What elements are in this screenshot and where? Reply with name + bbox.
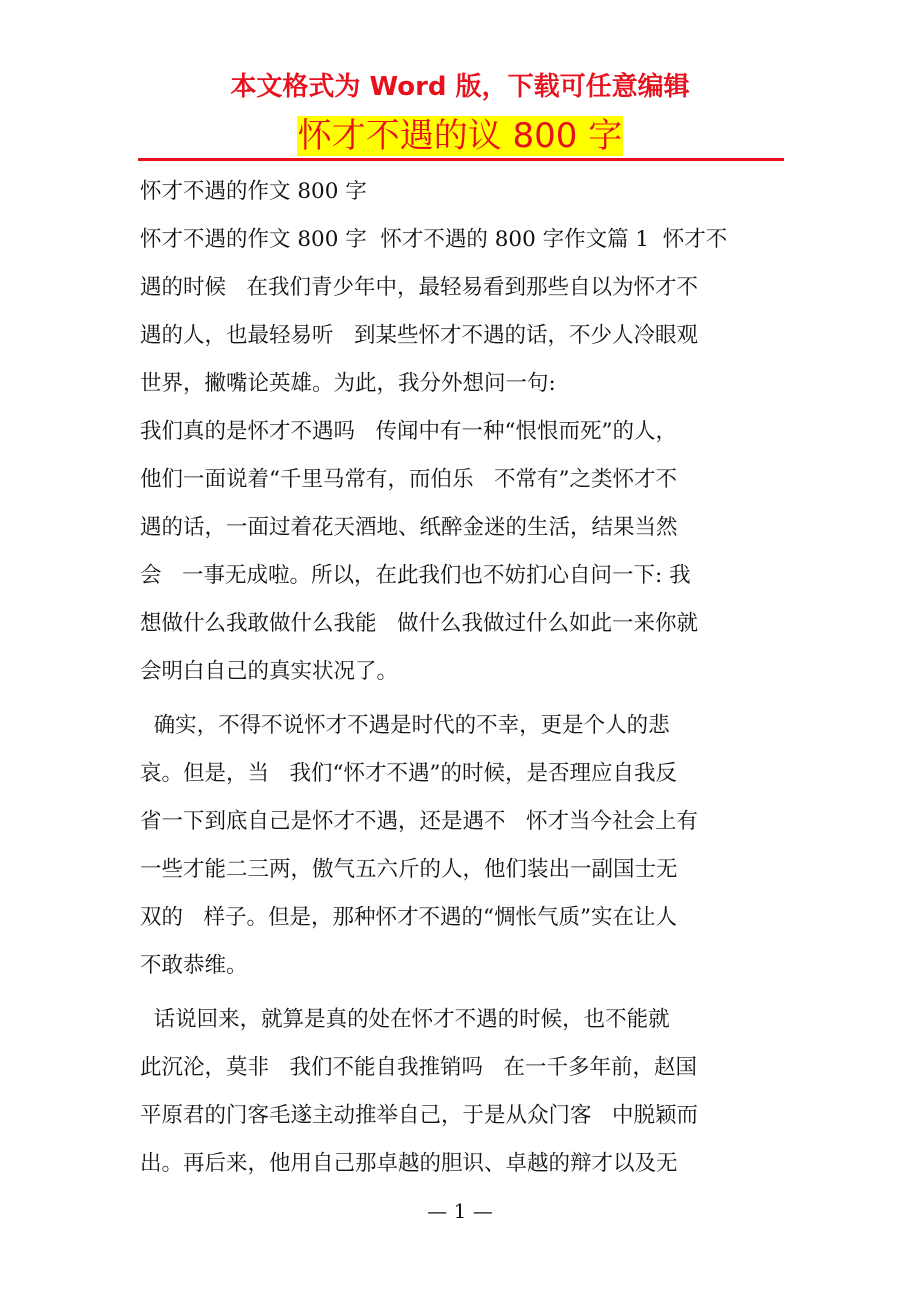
text-line: 双的 样子。但是，那种怀才不遇的“惆怅气质”实在让人 [140, 905, 677, 930]
document-title [0, 114, 920, 158]
paragraph-1 [140, 216, 790, 696]
text-line: 一些才能二三两，傲气五六斤的人，他们装出一副国士无 [140, 857, 678, 882]
document-title-text: 怀才不遇的议 800 字 [297, 116, 623, 156]
text-line: 不敢恭维。 [140, 953, 248, 978]
text-line: 想做什么我敢做什么我能 做什么我做过什么如此一来你就 [140, 611, 699, 636]
paragraph-2 [140, 702, 790, 990]
text-line: 出。再后来，他用自己那卓越的胆识、卓越的辩才以及无 [140, 1151, 678, 1176]
text-line: 遇的话，一面过着花天酒地、纸醉金迷的生活，结果当然 [140, 515, 678, 540]
text-line: 省一下到底自己是怀才不遇，还是遇不 怀才当今社会上有 [140, 809, 699, 834]
text-line: 哀。但是，当 我们“怀才不遇”的时候，是否理应自我反 [140, 761, 677, 786]
text-line: 遇的人，也最轻易听 到某些怀才不遇的话，不少人冷眼观 [140, 323, 699, 348]
text-line: 此沉沦，莫非 我们不能自我推销吗 在一千多年前，赵国 [140, 1055, 698, 1080]
text-line: 平原君的门客毛遂主动推举自己，于是从众门客 中脱颖而 [140, 1103, 699, 1128]
text-line: 确实，不得不说怀才不遇是时代的不幸，更是个人的悲 [140, 713, 670, 738]
title-divider [138, 158, 784, 161]
document-body [140, 168, 790, 1188]
text-line: 会明白自己的真实状况了。 [140, 659, 399, 684]
format-notice: 本文格式为 Word 版，下载可任意编辑 [230, 72, 690, 102]
text-line: 他们一面说着“千里马常有，而伯乐 不常有”之类怀才不 [140, 467, 677, 492]
text-line: 话说回来，就算是真的处在怀才不遇的时候，也不能就 [140, 1007, 670, 1032]
paragraph-3 [140, 996, 790, 1188]
text-line: 会 一事无成啦。所以，在此我们也不妨扪心自问一下: 我 [140, 563, 691, 588]
text-line: 我们真的是怀才不遇吗 传闻中有一种“恨恨而死”的人， [140, 419, 677, 444]
text-line: 怀才不遇的作文 800 字 怀才不遇的 800 字作文篇 1 怀才不 [140, 227, 728, 252]
text-line: 世界，撇嘴论英雄。为此，我分外想问一句: [140, 371, 556, 396]
page-number: — 1 — [427, 1199, 493, 1223]
text-line: 遇的时候 在我们青少年中，最轻易看到那些自以为怀才不 [140, 275, 699, 300]
body-heading-line: 怀才不遇的作文 800 字 [140, 179, 367, 204]
